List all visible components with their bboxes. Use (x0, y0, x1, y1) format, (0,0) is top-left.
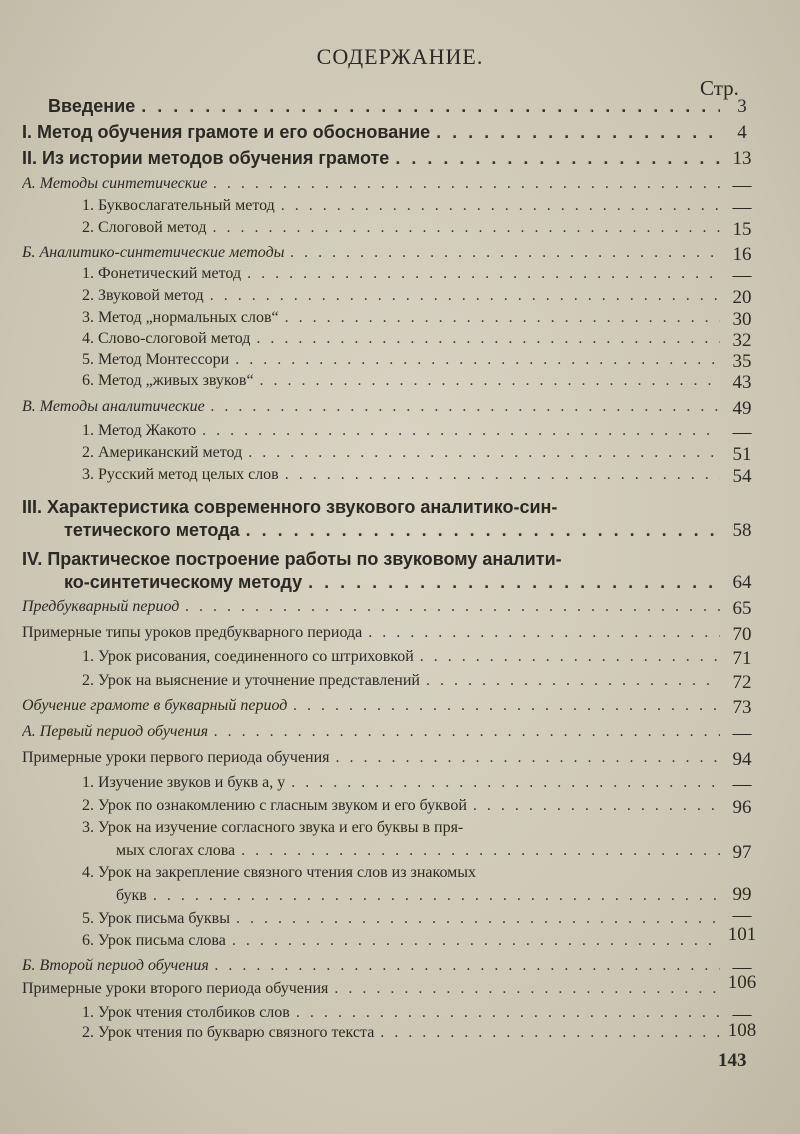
leader-dots (211, 398, 720, 416)
toc-entry-line (82, 330, 720, 348)
toc-page-number: 4 (737, 122, 747, 143)
toc-entry-line (22, 957, 720, 975)
toc-entry-label: 5. Метод Монтессори (82, 351, 230, 368)
leader-dots (256, 330, 720, 348)
toc-page-number: 3 (737, 96, 747, 117)
leader-dots (473, 797, 720, 815)
leader-dots (334, 980, 720, 998)
toc-entry-label: 3. Русский метод целых слов (82, 466, 279, 483)
footer-page-number: 143 (718, 1050, 747, 1071)
leader-dots (241, 842, 720, 860)
toc-entry-label: IV. Практическое построение работы по звуковому аналити- (22, 549, 562, 569)
leader-dots (141, 96, 720, 117)
toc-entry-line (22, 497, 770, 518)
toc-entry-label: 1. Изучение звуков и букв а, у (82, 774, 286, 791)
leader-dots (285, 309, 720, 327)
toc-page-number: — (732, 905, 752, 926)
leader-dots (235, 351, 720, 369)
toc-entry-line (22, 549, 770, 570)
toc-entry-label: 2. Звуковой метод (82, 287, 204, 304)
toc-entry-label: 6. Метод „живых звуков“ (82, 372, 254, 389)
leader-dots (285, 466, 720, 484)
leader-dots (215, 957, 720, 975)
toc-page-number: 16 (732, 244, 752, 265)
toc-entry-label: Примерные типы уроков предбукварного периода (22, 624, 363, 641)
leader-dots (426, 672, 720, 690)
toc-entry-label: Примерные уроки второго периода обучения (22, 980, 329, 997)
toc-entry-line (22, 697, 720, 715)
toc-entry-line (22, 624, 720, 642)
toc-entry-line (82, 309, 720, 327)
toc-page-number: 70 (732, 624, 752, 645)
toc-page-number: 96 (732, 797, 752, 818)
toc-entry-line (82, 444, 720, 462)
toc-entry-line (82, 219, 720, 237)
leader-dots (293, 697, 720, 715)
leader-dots (232, 932, 720, 950)
toc-page-number: — (732, 1004, 752, 1025)
toc-entry-line (82, 351, 720, 369)
toc-entry-line (22, 244, 720, 262)
toc-page-number: 71 (732, 648, 752, 669)
leader-dots (210, 287, 720, 305)
toc-page-number: 54 (732, 466, 752, 487)
toc-entry-line (82, 287, 720, 305)
toc-entry-label: Примерные уроки первого периода обучения (22, 749, 330, 766)
toc-entry-line (22, 980, 720, 998)
toc-entry-label: А. Методы синтетические (22, 175, 208, 192)
leader-dots (368, 624, 720, 642)
toc-entry-label: Б. Второй период обучения (22, 957, 209, 974)
toc-page-number: 97 (732, 842, 752, 863)
leader-dots (420, 648, 720, 666)
leader-dots (202, 422, 720, 440)
toc-entry-continuation (116, 887, 720, 905)
toc-entry-line (82, 797, 720, 815)
toc-entry-continuation (64, 572, 720, 593)
toc-page-number: 64 (732, 572, 752, 593)
toc-entry-label-continuation: мых слогах слова (116, 842, 236, 859)
toc-entry-line (22, 723, 720, 741)
toc-entry-line (82, 422, 720, 440)
toc-page-number: 32 (732, 330, 752, 351)
toc-entry-label-continuation: букв (116, 887, 147, 904)
toc-page-number: 20 (732, 287, 752, 308)
toc-entry-line (82, 774, 720, 792)
page-column-header: Стр. (700, 76, 739, 100)
toc-entry-label: 1. Урок рисования, соединенного со штриховкой (82, 648, 414, 665)
toc-entry-label: 3. Урок на изучение согласного звука и его буквы в пря- (82, 819, 464, 836)
toc-entry-label: 1. Фонетический метод (82, 265, 242, 282)
toc-page-number: 106 (727, 972, 757, 993)
toc-entry-line (48, 96, 720, 117)
leader-dots (291, 774, 720, 792)
toc-entry-label: 6. Урок письма слова (82, 932, 226, 949)
toc-entry-label-continuation: ко-синтетическому методу (64, 572, 303, 592)
toc-entry-label: 2. Урок по ознакомлению с гласным звуком и его буквой (82, 797, 467, 814)
toc-entry-label: Предбукварный период (22, 598, 180, 615)
toc-entry-label: 1. Урок чтения столбиков слов (82, 1004, 290, 1021)
leader-dots (291, 244, 720, 262)
toc-entry-label: Введение (48, 96, 136, 116)
toc-entry-line (82, 197, 720, 215)
toc-entry-line (82, 372, 720, 390)
toc-page-number: 35 (732, 351, 752, 372)
leader-dots (213, 175, 720, 193)
toc-page-number: 43 (732, 372, 752, 393)
toc-page-number: 13 (732, 148, 752, 169)
toc-page-number: 101 (727, 924, 757, 945)
toc-page-number: 49 (732, 398, 752, 419)
toc-page-number: 108 (727, 1020, 757, 1041)
leader-dots (436, 122, 720, 143)
toc-entry-label: III. Характеристика современного звукового аналитико-син- (22, 497, 558, 517)
toc-page-number: 51 (732, 444, 752, 465)
leader-dots (336, 749, 720, 767)
leader-dots (153, 887, 720, 905)
toc-page-number: 99 (732, 884, 752, 905)
toc-page-number: — (732, 175, 752, 196)
toc-page-number: 58 (732, 520, 752, 541)
toc-entry-line (22, 148, 720, 169)
toc-entry-label: 2. Урок на выяснение и уточнение представлений (82, 672, 420, 689)
leader-dots (281, 197, 720, 215)
toc-entry-line (22, 398, 720, 416)
toc-page-number: 65 (732, 598, 752, 619)
toc-entry-line (82, 910, 720, 928)
toc-entry-line (22, 175, 720, 193)
toc-entry-label: 4. Урок на закрепление связного чтения слов из знакомых (82, 864, 477, 881)
toc-page-number: — (732, 422, 752, 443)
leader-dots (260, 372, 720, 390)
toc-entry-line (82, 932, 720, 950)
toc-entry-label: Обучение грамоте в букварный период (22, 697, 288, 714)
toc-entry-line (82, 819, 770, 837)
toc-entry-label: 2. Урок чтения по букварю связного текста (82, 1024, 375, 1041)
toc-entry-label: В. Методы аналитические (22, 398, 205, 415)
toc-page-number: — (732, 957, 752, 978)
toc-entry-line (22, 122, 720, 143)
toc-entry-line (22, 749, 720, 767)
leader-dots (213, 219, 720, 237)
toc-page-number: 30 (732, 309, 752, 330)
toc-entry-label: А. Первый период обучения (22, 723, 209, 740)
toc-entry-label-continuation: тетического метода (64, 520, 240, 540)
leader-dots (214, 723, 720, 741)
toc-entry-line (82, 466, 720, 484)
toc-page-number: 73 (732, 697, 752, 718)
toc-entry-label: 4. Слово-слоговой метод (82, 330, 251, 347)
page-title: СОДЕРЖАНИЕ. (316, 44, 484, 69)
leader-dots (236, 910, 720, 928)
toc-entry-label: 1. Метод Жакото (82, 422, 197, 439)
toc-entry-label: 5. Урок письма буквы (82, 910, 230, 927)
toc-page-number: — (732, 723, 752, 744)
leader-dots (185, 598, 720, 616)
toc-entry-line (22, 598, 720, 616)
leader-dots (308, 572, 720, 593)
leader-dots (395, 148, 720, 169)
leader-dots (246, 520, 720, 541)
toc-entry-label: I. Метод обучения грамоте и его обоснование (22, 122, 431, 142)
toc-entry-line (82, 265, 720, 283)
toc-page-number: — (732, 265, 752, 286)
toc-page-number: — (732, 774, 752, 795)
toc-entry-line (82, 648, 720, 666)
toc-entry-label: Б. Аналитико-синтетические методы (22, 244, 285, 261)
leader-dots (296, 1004, 720, 1022)
leader-dots (380, 1024, 720, 1042)
toc-entry-line (82, 672, 720, 690)
toc-page-number: 94 (732, 749, 752, 770)
toc-page-number: 15 (732, 219, 752, 240)
leader-dots (247, 265, 720, 283)
toc-entry-label: 3. Метод „нормальных слов“ (82, 309, 279, 326)
toc-entry-line (82, 864, 770, 882)
toc-entry-continuation (116, 842, 720, 860)
toc-page-number: 72 (732, 672, 752, 693)
toc-page-number: — (732, 197, 752, 218)
toc-entry-label: 2. Американский метод (82, 444, 243, 461)
leader-dots (248, 444, 720, 462)
toc-entry-line (82, 1004, 720, 1022)
toc-entry-label: II. Из истории методов обучения грамоте (22, 148, 390, 168)
toc-entry-label: 1. Буквослагательный метод (82, 197, 275, 214)
toc-entry-line (82, 1024, 720, 1042)
toc-entry-label: 2. Слоговой метод (82, 219, 207, 236)
toc-entry-continuation (64, 520, 720, 541)
